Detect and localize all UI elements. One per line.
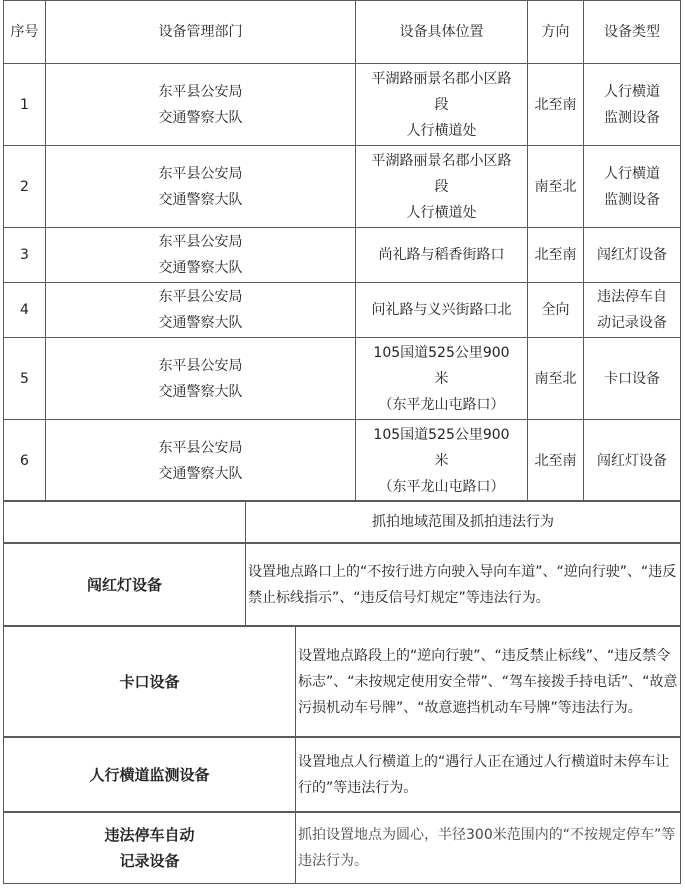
row-type: 人行横道 监测设备 [584,64,681,146]
scope-text: 设置地点人行横道上的“遇行人正在通过人行横道时未停车让行的”等违法行为。 [296,737,681,813]
row-location: 平湖路丽景名郡小区路 段 人行横道处 [356,146,528,228]
row-type: 闯红灯设备 [584,228,681,283]
row-location: 105国道525公里900 米 （东平龙山屯路口） [356,338,528,420]
scope-label: 违法停车自动 记录设备 [4,812,296,884]
row-no: 1 [4,64,46,146]
row-no: 2 [4,146,46,228]
row-no: 3 [4,228,46,283]
header-direction: 方向 [528,1,584,64]
scope-text: 抓拍设置地点为圆心，半径300米范围内的“不按规定停车”等违法行为。 [296,812,681,884]
header-dept: 设备管理部门 [46,1,356,64]
scope-text: 设置地点路段上的“逆向行驶”、“违反禁止标线”、“违反禁令标志”、“未按规定使用安全带”、“驾车接拨手持电话”、“故意污损机动车号牌”、“故意遮挡机动车号牌”等违法行为。 [296,626,681,738]
scope-label: 卡口设备 [4,626,296,738]
row-direction: 北至南 [528,420,584,502]
row-direction: 北至南 [528,228,584,283]
table-row [4,338,681,420]
table-row [4,64,681,146]
table-header-row [4,1,681,64]
row-dept: 东平县公安局 交通警察大队 [46,64,356,146]
row-direction: 全向 [528,283,584,338]
row-type: 违法停车自 动记录设备 [584,283,681,338]
row-no: 6 [4,420,46,502]
table-row [4,283,681,338]
row-dept: 东平县公安局 交通警察大队 [46,283,356,338]
row-location: 尚礼路与稻香街路口 [356,228,528,283]
header-location: 设备具体位置 [356,1,528,64]
scope-title-row [3,500,681,544]
row-type: 卡口设备 [584,338,681,420]
row-dept: 东平县公安局 交通警察大队 [46,228,356,283]
row-location: 问礼路与义兴街路口北 [356,283,528,338]
scope-label: 闯红灯设备 [4,543,246,627]
scope-row-checkpoint [3,625,681,738]
scope-label: 人行横道监测设备 [4,737,296,813]
row-dept: 东平县公安局 交通警察大队 [46,146,356,228]
scope-title: 抓拍地域范围及抓拍违法行为 [246,501,681,544]
scope-text: 设置地点路口上的“不按行进方向驶入导向车道”、“逆向行驶”、“违反禁止标线指示”、“违反信号灯规定”等违法行为。 [246,543,681,627]
row-no: 5 [4,338,46,420]
scope-row-red-light [3,542,681,627]
row-no: 4 [4,283,46,338]
row-dept: 东平县公安局 交通警察大队 [46,338,356,420]
table-row [4,146,681,228]
row-location: 平湖路丽景名郡小区路 段 人行横道处 [356,64,528,146]
row-location: 105国道525公里900 米 （东平龙山屯路口） [356,420,528,502]
row-direction: 南至北 [528,338,584,420]
table-row [4,420,681,502]
row-dept: 东平县公安局 交通警察大队 [46,420,356,502]
table-row [4,228,681,283]
scope-row-parking [3,811,681,884]
scope-row-crosswalk [3,736,681,813]
scope-title-blank [4,501,246,544]
header-type: 设备类型 [584,1,681,64]
header-no: 序号 [4,1,46,64]
row-direction: 南至北 [528,146,584,228]
equipment-table [3,0,681,502]
row-type: 闯红灯设备 [584,420,681,502]
row-direction: 北至南 [528,64,584,146]
row-type: 人行横道 监测设备 [584,146,681,228]
